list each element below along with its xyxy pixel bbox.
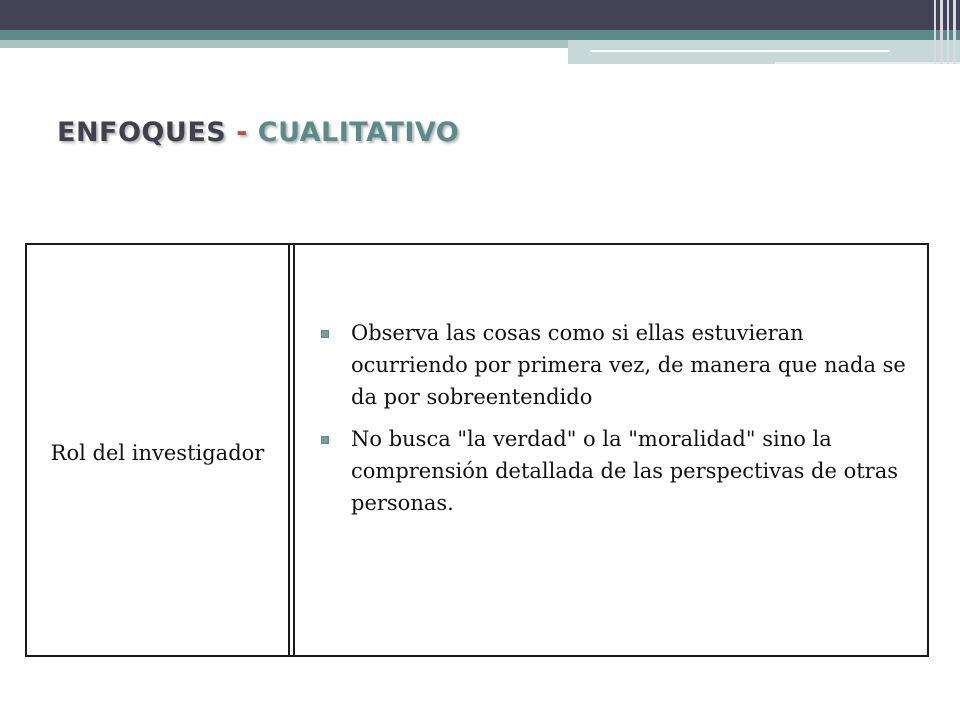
table-label-cell	[27, 245, 290, 655]
square-bullet-icon	[321, 330, 329, 338]
header-highlight-line	[590, 50, 890, 52]
table-content-cell	[293, 245, 927, 655]
square-bullet-icon	[321, 436, 329, 444]
header-band-dark	[0, 0, 960, 30]
title-dash: -	[236, 117, 248, 148]
bullet-list	[319, 317, 913, 519]
header-band-teal	[0, 30, 960, 40]
header-band-step	[568, 40, 960, 64]
header-right-bars	[930, 0, 960, 64]
bullet-item	[319, 317, 913, 413]
table-label-text: Rol del investigador	[50, 441, 265, 465]
title-part-cualitativo: CUALITATIVO	[257, 117, 460, 148]
title-part-enfoques: ENFOQUES	[57, 117, 227, 148]
bullet-text: Observa las cosas como si ellas estuvieran ocurriendo por primera vez, de manera que nada se da por sobreentendido	[351, 321, 906, 409]
bullet-text: No busca "la verdad" o la "moralidad" sino la comprensión detallada de las perspectivas de otras personas.	[351, 427, 899, 515]
bullet-item	[319, 423, 913, 519]
slide-title	[57, 117, 459, 148]
content-table	[25, 243, 929, 657]
